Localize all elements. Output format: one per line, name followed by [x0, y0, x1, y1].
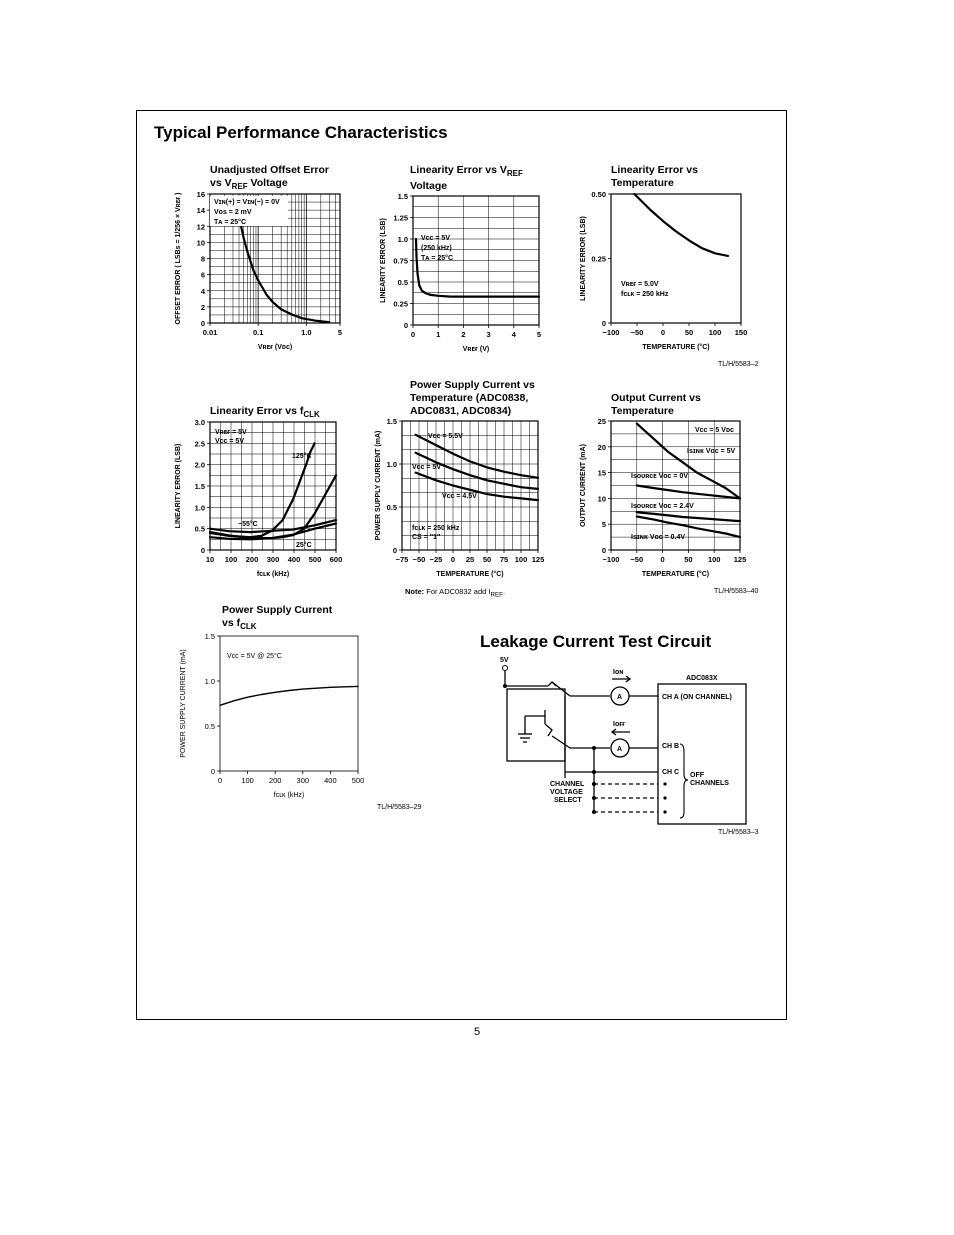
y-axis-label: LINEARITY ERROR (LSB) — [580, 216, 587, 301]
offset-error-chart — [170, 188, 355, 358]
x-tick-label: 0 — [660, 328, 666, 337]
power-supply-current-temperature-chart — [370, 414, 555, 584]
x-tick-label: 50 — [482, 555, 492, 564]
x-tick-label: 4 — [511, 330, 516, 339]
y-tick-label: 0.75 — [393, 256, 408, 266]
y-tick-label: 1.25 — [393, 213, 408, 223]
lin-temp-title-line2: Temperature — [611, 177, 674, 189]
x-tick-label: 100 — [241, 776, 254, 785]
x-tick-label: 5 — [536, 330, 542, 339]
y-tick-label: 0 — [601, 319, 606, 328]
y-tick-label: 12 — [196, 222, 205, 232]
i-off-label: Iᴏғғ — [613, 721, 626, 728]
x-tick-label: 125 — [531, 555, 545, 564]
y-axis-label: LINEARITY ERROR (LSB) — [175, 443, 182, 529]
series-label: Iѕᴏᴜʀᴄᴇ Vᴏᴄ = 2.4V — [631, 503, 694, 510]
select-label-2: VOLTAGE — [550, 789, 583, 796]
ch-b-label: CH B — [662, 743, 680, 750]
series-label: 125°C — [292, 453, 312, 460]
linearity-vref-chart — [375, 188, 555, 358]
x-axis-label: TEMPERATURE (°C) — [642, 344, 710, 351]
x-tick-label: 50 — [684, 555, 693, 564]
y-tick-label: 1.5 — [204, 632, 215, 641]
annotation: Vɪɴ(+) = Vɪɴ(−) = 0V — [214, 199, 280, 206]
y-tick-label: 1.5 — [397, 192, 408, 201]
note: Note: For ADC0832 add $I_{REF}$. — [405, 587, 506, 599]
y-tick-label: 0 — [601, 546, 606, 555]
psc-fclk-title-line1: Power Supply Current — [222, 604, 333, 616]
data-line — [239, 217, 329, 323]
x-tick-label: −25 — [429, 555, 443, 564]
x-axis-label: Vʀᴇғ (V) — [462, 346, 490, 353]
lin-temp-chart-title — [611, 164, 698, 190]
annotation: fᴄʟᴋ = 250 kHz — [412, 525, 460, 532]
annotation: CS = ′′1′′ — [412, 534, 441, 541]
y-tick-label: 1.0 — [194, 503, 205, 513]
y-tick-label: 1.5 — [386, 417, 397, 426]
chip-label: ADC083X — [686, 675, 718, 682]
select-label-1: CHANNEL — [550, 781, 585, 788]
annotation: Vᴄᴄ = 5V — [215, 438, 244, 445]
lin-fclk-title-line1: Linearity Error vs $f_{CLK}$ — [210, 405, 320, 420]
y-tick-label: 0.5 — [194, 524, 205, 534]
supply-terminal — [503, 666, 508, 671]
x-tick-label: 100 — [514, 555, 528, 564]
x-tick-label: 1.0 — [301, 328, 312, 337]
annotation: Vʀᴇғ = 5V — [215, 429, 247, 436]
x-axis-label: TEMPERATURE (°C) — [641, 571, 710, 578]
psc-temp-chart-title — [410, 379, 535, 418]
y-tick-label: 0.5 — [397, 278, 408, 287]
annotation: fᴄʟᴋ = 250 kHz — [621, 291, 669, 298]
off-channels-label-2: CHANNELS — [690, 780, 729, 787]
x-tick-label: −50 — [412, 555, 426, 564]
y-tick-label: 6 — [200, 270, 205, 280]
x-tick-label: 500 — [351, 776, 365, 785]
y-tick-label: 1.0 — [386, 460, 397, 469]
y-tick-label: 14 — [196, 206, 205, 216]
x-tick-label: 100 — [708, 328, 722, 337]
y-tick-label: 0.5 — [386, 503, 397, 512]
y-tick-label: 15 — [597, 468, 606, 478]
x-tick-label: 300 — [266, 555, 280, 564]
y-tick-label: 16 — [196, 190, 205, 199]
series-label: Iѕɪɴᴋ Vᴏᴄ = 5V — [687, 448, 736, 455]
annotation: Vᴄᴄ = 5V — [421, 235, 450, 242]
figure-ref-4: TL/H/5583–3 — [718, 829, 759, 836]
x-tick-label: 0 — [660, 555, 665, 564]
x-tick-label: 125 — [733, 555, 747, 564]
lin-temp-title-line1: Linearity Error vs — [611, 164, 698, 176]
adc-chip — [658, 684, 746, 824]
y-tick-label: 0 — [392, 546, 397, 555]
x-tick-label: 5 — [337, 328, 343, 337]
x-tick-label: 0.1 — [252, 328, 264, 337]
y-tick-label: 0.50 — [591, 190, 606, 199]
series-label: Vᴄᴄ = 5V — [412, 464, 441, 471]
x-tick-label: −100 — [602, 328, 620, 337]
y-tick-label: 0 — [210, 767, 215, 776]
ammeter-on-label: A — [617, 694, 623, 701]
y-tick-label: 10 — [196, 238, 205, 248]
off-channels-label-1: OFF — [690, 772, 704, 779]
y-axis-label: OFFSET ERROR ( LSBs = 1/256 × Vʀᴇғ ) — [175, 192, 182, 325]
x-tick-label: 500 — [308, 555, 322, 564]
figure-ref-3: TL/H/5583–29 — [377, 804, 422, 811]
y-tick-label: 3.0 — [194, 418, 205, 427]
y-tick-label: 2 — [200, 302, 205, 312]
x-tick-label: 0 — [410, 330, 416, 339]
y-tick-label: 8 — [200, 254, 205, 264]
x-tick-label: 1 — [436, 330, 441, 339]
x-axis-label: fᴄʟᴋ (kHz) — [273, 792, 305, 799]
y-tick-label: 0.5 — [204, 722, 215, 731]
x-tick-label: −75 — [395, 555, 409, 564]
x-tick-label: −100 — [602, 555, 620, 564]
y-tick-label: 20 — [597, 442, 606, 452]
y-tick-label: 25 — [597, 417, 606, 426]
power-supply-current-fclk-chart — [175, 628, 375, 808]
annotation: Vᴄᴄ = 5 Vᴅᴄ — [695, 427, 734, 434]
linearity-temperature-chart — [575, 188, 765, 358]
lin-vref-title-line2: Voltage — [410, 180, 448, 193]
dashed-node-1 — [592, 782, 596, 786]
i-on-label: Iᴏɴ — [613, 669, 624, 676]
series-label: Vᴄᴄ = 4.5V — [442, 493, 477, 500]
y-tick-label: 0.25 — [393, 299, 408, 309]
x-tick-label: 200 — [268, 776, 282, 785]
y-axis-label: POWER SUPPLY CURRENT (mA) — [180, 649, 187, 758]
x-tick-label: −50 — [630, 555, 644, 564]
y-tick-label: 5 — [601, 520, 606, 530]
ellipsis-dot-1 — [663, 782, 666, 785]
ch-c-label: CH C — [662, 769, 680, 776]
annotation: Vᴏѕ = 2 mV — [214, 209, 252, 216]
y-tick-label: 1.5 — [194, 482, 205, 491]
y-tick-label: 1.0 — [397, 235, 408, 244]
plot-frame — [611, 194, 741, 323]
x-axis-label: TEMPERATURE (°C) — [436, 571, 504, 578]
y-tick-label: 4 — [200, 286, 205, 296]
x-tick-label: 0 — [450, 555, 456, 564]
annotation: Vᴄᴄ = 5V @ 25°C — [227, 653, 282, 660]
x-tick-label: 200 — [245, 555, 259, 564]
switch-b-hinge — [545, 724, 552, 736]
ammeter-off-label: A — [617, 746, 623, 753]
lin-vref-title-line1: Linearity Error vs $V_{REF}$ — [410, 164, 523, 179]
supply-label: 5V — [500, 657, 509, 664]
annotation: Tᴀ = 25°C — [421, 255, 454, 262]
x-tick-label: 50 — [684, 328, 694, 337]
y-tick-label: 0 — [403, 321, 408, 330]
ellipsis-dot-2 — [663, 796, 666, 799]
psc-temp-title-line1: Power Supply Current vs — [410, 379, 535, 391]
section-title: Typical Performance Characteristics — [154, 123, 448, 142]
ch-a-label: CH A (ON CHANNEL) — [662, 694, 732, 701]
x-tick-label: 400 — [324, 776, 337, 785]
x-tick-label: 100 — [224, 555, 238, 564]
data-line — [634, 194, 728, 256]
y-tick-label: 0 — [200, 319, 205, 328]
series-label: Iѕɪɴᴋ Vᴏᴄ = 0.4V — [631, 534, 686, 541]
series-label: Vᴄᴄ = 5.5V — [428, 433, 463, 440]
y-axis-label: OUTPUT CURRENT (mA) — [580, 444, 587, 527]
output-current-temperature-chart — [575, 414, 765, 584]
series-label: 25°C — [296, 542, 312, 549]
switch-b — [552, 736, 570, 748]
annotation: (250 kHz) — [421, 245, 452, 252]
y-tick-label: 0 — [200, 546, 205, 555]
offset-title-line2: vs $V_{REF}$ Voltage — [210, 177, 288, 192]
x-tick-label: 75 — [499, 555, 509, 564]
channel-select-box — [507, 689, 565, 761]
x-tick-label: 0 — [217, 776, 223, 785]
y-tick-label: 2.0 — [194, 460, 205, 470]
y-tick-label: 10 — [597, 494, 606, 504]
x-tick-label: 150 — [734, 328, 748, 337]
x-tick-label: 0.01 — [202, 328, 218, 337]
x-tick-label: 3 — [486, 330, 491, 339]
offset-title-line1: Unadjusted Offset Error — [210, 164, 330, 176]
circuit-title: Leakage Current Test Circuit — [480, 632, 712, 651]
psc-temp-title-line3: ADC0831, ADC0834) — [410, 405, 512, 417]
x-tick-label: 600 — [329, 555, 343, 564]
annotation: Vʀᴇғ = 5.0V — [621, 281, 659, 288]
dashed-node-3 — [592, 810, 596, 814]
x-tick-label: 2 — [461, 330, 466, 339]
annotation: Tᴀ = 25°C — [214, 219, 247, 226]
x-tick-label: −50 — [630, 328, 644, 337]
x-tick-label: 400 — [287, 555, 301, 564]
ellipsis-dot-3 — [663, 810, 666, 813]
figure-ref-2: TL/H/5583–40 — [714, 588, 759, 595]
ch-b-node — [592, 746, 596, 750]
series-label: Iѕᴏᴜʀᴄᴇ Vᴏᴄ = 0V — [631, 473, 688, 480]
dashed-node-2 — [592, 796, 596, 800]
y-tick-label: 0.25 — [591, 254, 606, 264]
out-temp-title-line1: Output Current vs — [611, 392, 701, 404]
x-tick-label: 300 — [296, 776, 310, 785]
series-label: −55°C — [238, 521, 258, 528]
y-tick-label: 1.0 — [204, 677, 215, 686]
x-tick-label: 25 — [465, 555, 475, 564]
select-label-3: SELECT — [554, 797, 582, 804]
y-axis-label: POWER SUPPLY CURRENT (mA) — [375, 430, 382, 541]
psc-temp-title-line2: Temperature (ADC0838, — [410, 392, 529, 404]
x-tick-label: 10 — [205, 555, 215, 564]
data-line — [220, 686, 358, 705]
figure-ref-1: TL/H/5583–2 — [718, 361, 759, 368]
linearity-fclk-chart — [170, 414, 355, 584]
series-line — [416, 435, 538, 478]
x-axis-label: Vʀᴇғ (Vᴅᴄ) — [257, 344, 293, 351]
x-tick-label: 100 — [707, 555, 721, 564]
y-tick-label: 2.5 — [194, 439, 205, 449]
y-axis-label: LINEARITY ERROR (LSB) — [380, 218, 387, 303]
page-number: 5 — [473, 1026, 481, 1038]
x-axis-label: fᴄʟᴋ (kHz) — [256, 571, 290, 578]
psc-fclk-title-line2: vs $f_{CLK}$ — [222, 617, 257, 632]
off-channels-brace — [680, 744, 688, 818]
leakage-test-circuit — [490, 652, 770, 832]
out-temp-title-line2: Temperature — [611, 405, 674, 417]
